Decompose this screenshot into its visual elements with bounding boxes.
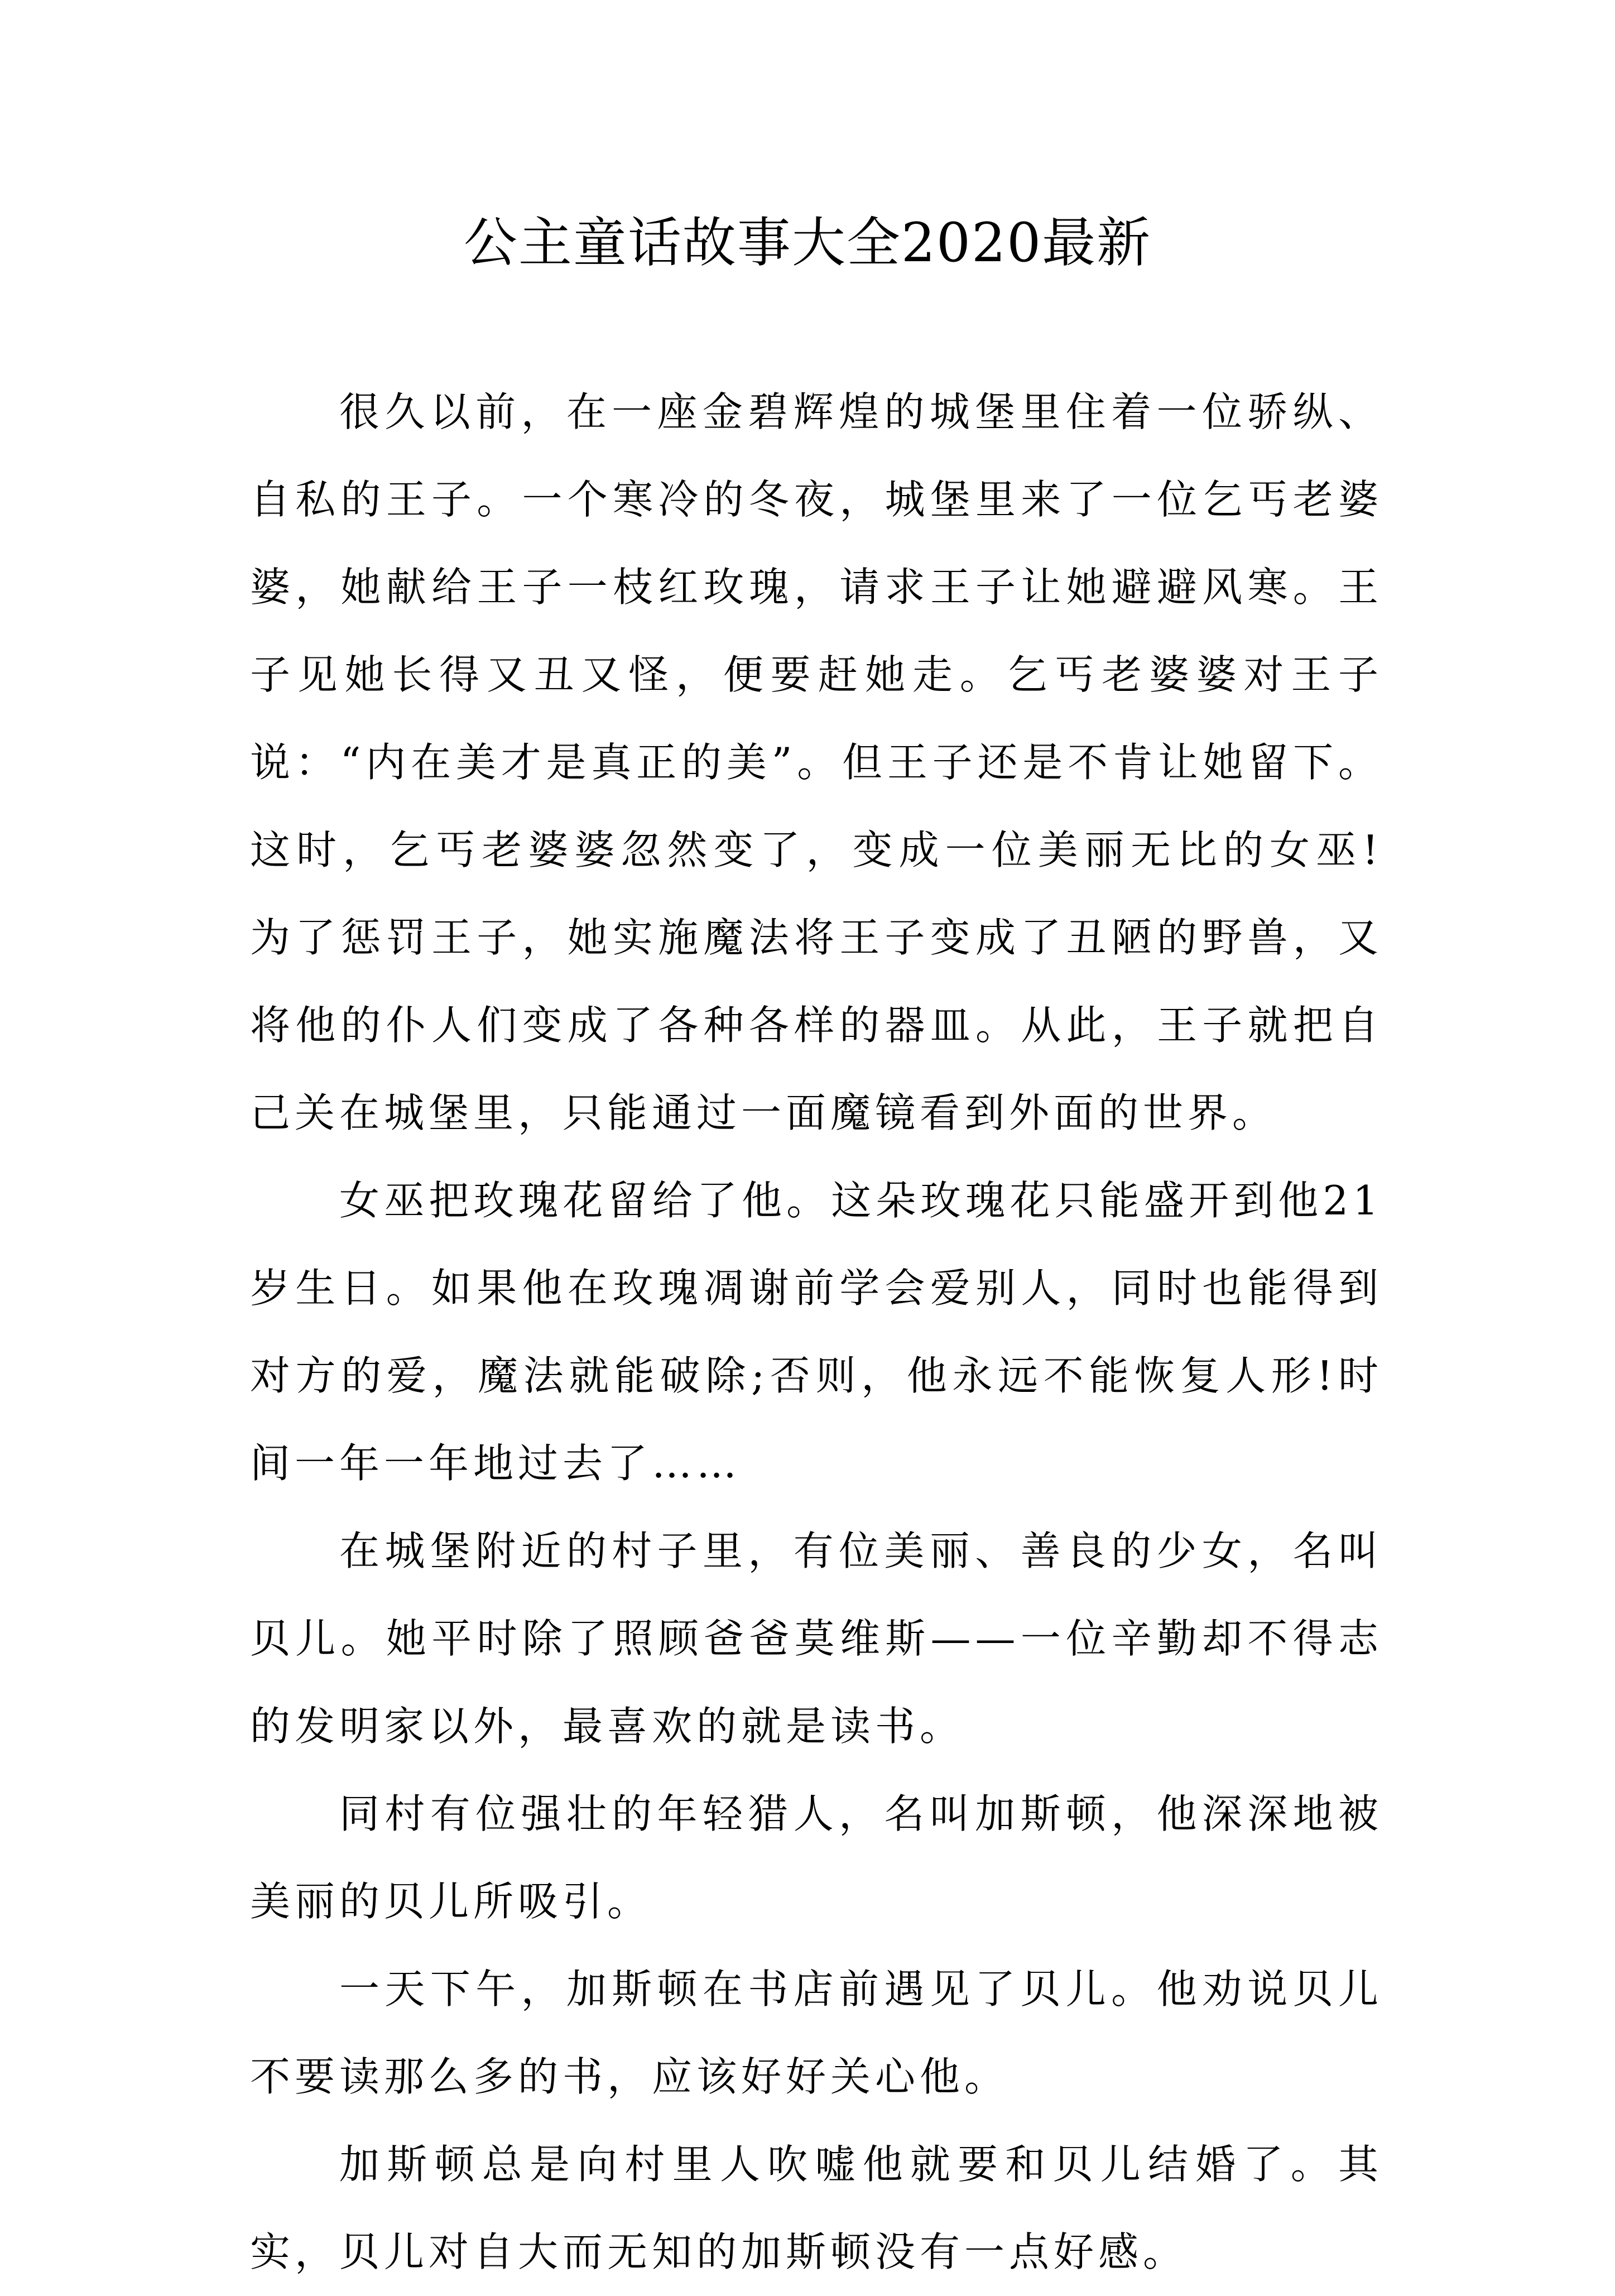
paragraph-3: 在城堡附近的村子里，有位美丽、善良的少女，名叫贝儿。她平时除了照顾爸爸莫维斯——一位辛勤却不得志的发明家以外，最喜欢的就是读书。 xyxy=(250,1528,1383,1750)
paragraph-2: 女巫把玫瑰花留给了他。这朵玫瑰花只能盛开到他21岁生日。如果他在玫瑰凋谢前学会爱别人，同时也能得到对方的爱，魔法就能破除;否则，他永远不能恢复人形!时间一年一年地过去了…… xyxy=(250,1177,1383,1487)
document-body xyxy=(250,368,1383,2296)
paragraph-4: 同村有位强壮的年轻猎人，名叫加斯顿，他深深地被美丽的贝儿所吸引。 xyxy=(250,1790,1383,1925)
paragraph-5: 一天下午，加斯顿在书店前遇见了贝儿。他劝说贝儿不要读那么多的书，应该好好关心他。 xyxy=(250,1966,1383,2100)
document-title: 公主童话故事大全2020最新 xyxy=(463,212,1152,274)
paragraph-6: 加斯顿总是向村里人吹嘘他就要和贝儿结婚了。其实，贝儿对自大而无知的加斯顿没有一点好感。 xyxy=(250,2141,1383,2275)
paragraph-1: 很久以前，在一座金碧辉煌的城堡里住着一位骄纵、自私的王子。一个寒冷的冬夜，城堡里来了一位乞丐老婆婆，她献给王子一枝红玫瑰，请求王子让她避避风寒。王子见她长得又丑又怪，便要赶她走。乞丐老婆婆对王子说：“内在美才是真正的美”。但王子还是不肯让她留下。这时，乞丐老婆婆忽然变了，变成一位美丽无比的女巫!为了惩罚王子，她实施魔法将王子变成了丑陋的野兽，又将他的仆人们变成了各种各样的器皿。从此，王子就把自己关在城堡里，只能通过一面魔镜看到外面的世界。 xyxy=(250,388,1383,1136)
